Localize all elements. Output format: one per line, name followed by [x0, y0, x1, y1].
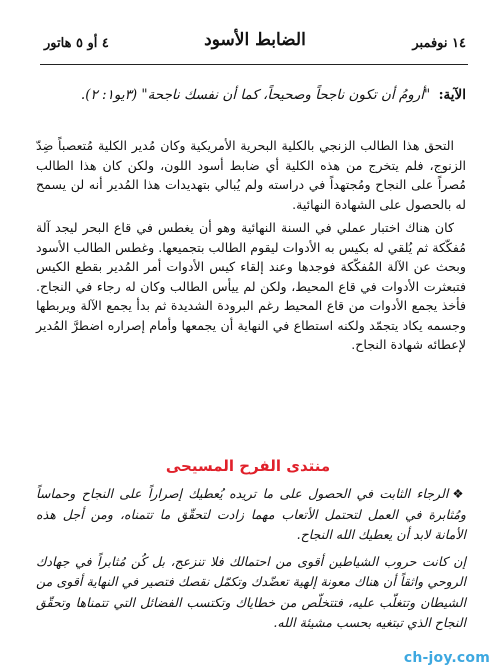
- diamond-bullet-icon: ❖: [452, 486, 466, 501]
- story-paragraph: كان هناك اختبار عملي في السنة النهائية وهو أن يغطس في قاع البحر ليجد آلة مُفكّكة ثم يُلقي له بكيس به الأدوات ليقوم الطالب بتجميعها. وغطس الطالب الأسود وبحث عن الآلة المُفكّكة فوجدها وعند إلقاء كيس الأدوات أمر المُدير بقطع الكيس فتبعثرت الأدوات في قاع المحيط، ولكن لم ييأس الطالب وكان له رجاء في النجاح. فأخذ يجمع الأدوات من قاع المحيط رغم البرودة الشديدة ثم بدأ يجمع الآلة ويربطها وجسمه يكاد يتجمّد ولكنه استطاع في النهاية أن يجمعها وأمام إصراره اضطرَّ المُدير لإعطائه شهادة النجاح.: [36, 220, 466, 352]
- exhortation-paragraph: ❖الرجاء الثابت في الحصول على ما تريده يُعطيك إصراراً على النجاح وحماساً ومُثابرة في العمل لتحتمل الأتعاب مهما زادت لتحقّق ما تتمناه، ومن أجل هذه الأمانة لابد أن يعطيك الله النجاح.: [36, 486, 466, 542]
- page-title: الضابط الأسود: [204, 30, 306, 50]
- forum-watermark: منتدى الفرح المسيحى: [165, 457, 331, 475]
- verse-text: "أرومُ أن تكون ناجحاً وصحيحاً، كما أن نفسك ناجحة" (٣يو١: ٢).: [80, 87, 431, 103]
- story-body: [36, 136, 466, 359]
- header-divider: [40, 64, 468, 65]
- coptic-date: ٤ أو ٥ هاتور: [44, 36, 109, 51]
- page-header: [44, 30, 466, 60]
- site-logo: ch-joy.com: [403, 650, 490, 666]
- exhortation: [36, 484, 466, 640]
- gregorian-date: ١٤ نوفمبر: [412, 36, 466, 51]
- verse-label: الآية:: [438, 87, 466, 103]
- exhortation-paragraph: إن كانت حروب الشياطين أقوى من احتمالك فلا تنزعج، بل كُن مُثابراً في جهادك الروحي واثقاً أن هناك معونة إلهية تعضّدك وتكمّل نقصك فتصير في النهاية أقوى من الشيطان وتتغلّب عليه، فتتخلّص من خطاياك وتكتسب الفضائل التي تتمناها وتحقّق النجاح الذي تبتغيه بحسب مشيئة الله.: [36, 553, 467, 630]
- story-paragraph: التحق هذا الطالب الزنجي بالكلية البحرية الأمريكية وكان مُدير الكلية مُتعصباً ضِدّ الزنوج، فلم يتخرج من هذه الكلية أي ضابط أسود اللون، ولكن كان هذا الطالب مُصراً على النجاح ومُجتهداً في دراسته ولم يُبالي بتهديدات هذا المُدير أنه لن يسمح له بالحصول على الشهادة النهائية.: [36, 138, 466, 212]
- verse-line: [40, 84, 466, 106]
